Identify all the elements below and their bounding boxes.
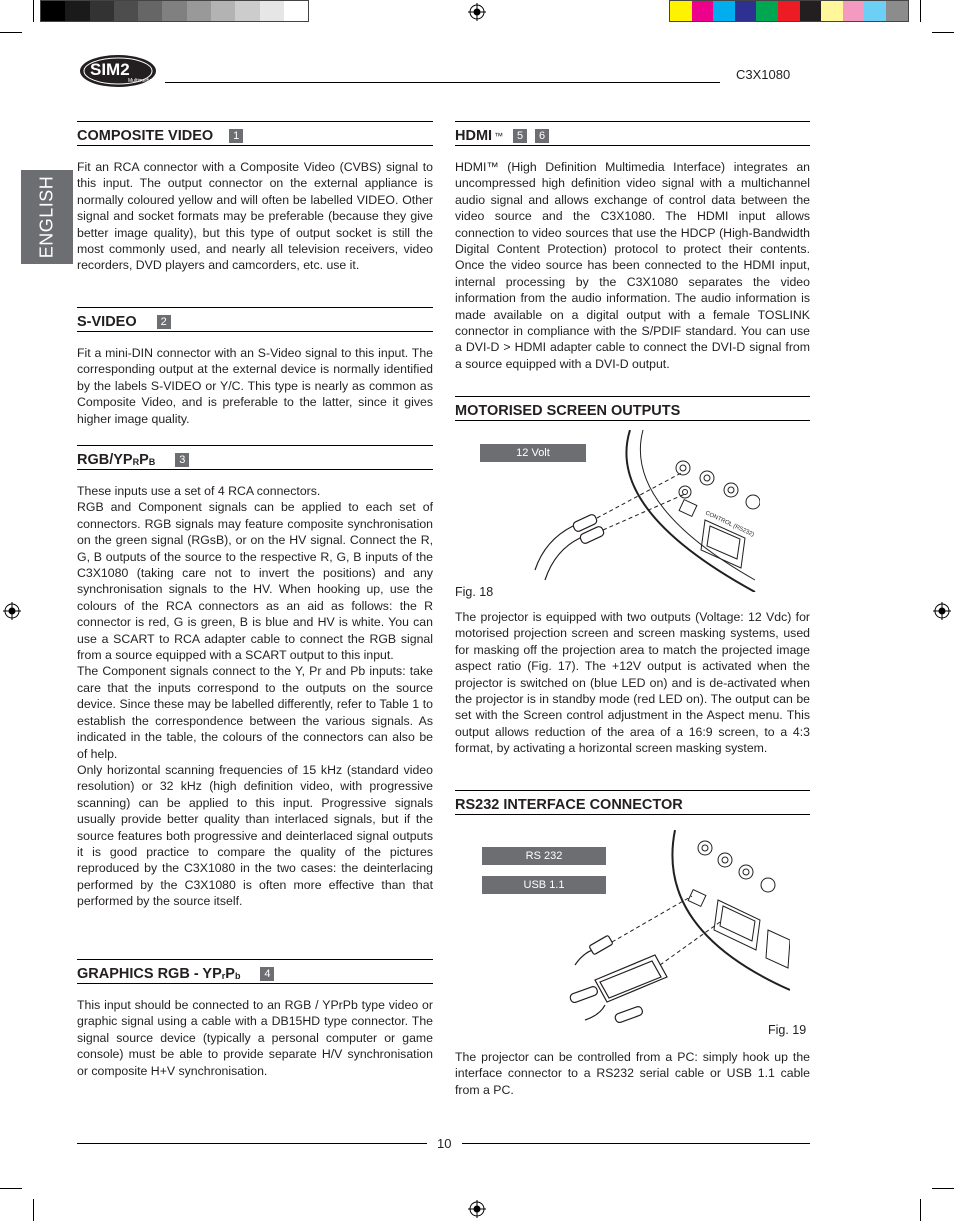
color-swatch <box>800 1 822 21</box>
color-swatch <box>692 1 714 21</box>
crop-mark <box>33 0 34 22</box>
section-title: GRAPHICS RGB - YPrPb <box>77 965 241 982</box>
paragraph: HDMI™ (High Definition Multimedia Interface) integrates an uncompressed high definition video signal with a multichannel audio signal and allows exchange of control data between the video source and the C3X1080. The HDMI input allows connection to video sources that use the HDCP (High-Bandwidth Digital Content Protection) protocol to protect their contents. Once the video source has been connected to the HDMI input, internal processing by the C3X1080 separates the video information from the audio information. The audio information is made available on a digital output with a female TOSLINK connector in compliance with the S/PDIF standard. You can use a DVI-D > HDMI adapter cable to connect the DVI-D signal from a source equipped with a DVI-D output. <box>455 160 810 371</box>
connector-badge: 6 <box>535 129 549 143</box>
gray-swatch <box>114 1 138 21</box>
language-label: ENGLISH <box>36 175 57 259</box>
gray-swatch <box>41 1 65 21</box>
section-title: HDMI <box>455 127 493 144</box>
gray-swatch <box>260 1 284 21</box>
color-bar <box>669 0 909 22</box>
section-graphics-rgb <box>77 959 433 1079</box>
crop-mark <box>920 0 921 22</box>
gray-swatch <box>235 1 259 21</box>
paragraph: Fit an RCA connector with a Composite Video (CVBS) signal to this input. The output connector on the external appliance is normally coloured yellow and will often be labelled VIDEO. Other signal and socket formats may be preferable (because they give better image quality), but this type of output socket is still the most commonly used, and nearly all television receivers, video recorders, DVD players and camcorders, etc. use it. <box>77 160 433 273</box>
section-title: RGB/YPRPB <box>77 451 156 468</box>
color-swatch <box>735 1 757 21</box>
paragraph: Fit a mini-DIN connector with an S-Video signal to this input. The corresponding output at the external device is normally identified by the labels S-VIDEO or Y/C. This type is nearly as common as Composite Video, and is preferable to the latter, since it gives higher image quality. <box>77 346 433 426</box>
usb-label: USB 1.1 <box>482 876 606 894</box>
section-motorised-screen <box>455 396 810 421</box>
section-s-video <box>77 307 433 427</box>
section-rs232 <box>455 790 810 815</box>
connector-badge: 5 <box>513 129 527 143</box>
registration-mark-icon <box>468 1200 486 1218</box>
sim2-logo <box>78 52 158 90</box>
svg-text:SIM2: SIM2 <box>90 60 130 79</box>
section-hdmi <box>455 121 810 372</box>
trademark: ™ <box>494 130 504 141</box>
figure-caption: Fig. 19 <box>768 1023 807 1037</box>
gray-swatch <box>138 1 162 21</box>
footer-rule <box>77 1143 427 1144</box>
registration-mark-icon <box>468 3 486 21</box>
crop-mark <box>0 32 22 33</box>
crop-mark <box>920 1199 921 1221</box>
registration-mark-icon <box>933 602 951 620</box>
footer-rule <box>462 1143 810 1144</box>
volt-label: 12 Volt <box>480 444 586 462</box>
crop-mark <box>932 32 954 33</box>
paragraph: The Component signals connect to the Y, Pr and Pb inputs: take care that the inputs correspond to the outputs on the source device. Since these may be labelled differently, refer to Table 1 to establish the correspondence between the various signals. As indicated in the table, the colours of the connectors can also be of help. <box>77 664 433 761</box>
section-title: RS232 INTERFACE CONNECTOR <box>455 796 683 813</box>
rs232-label: RS 232 <box>482 847 606 865</box>
section-composite-video <box>77 121 433 274</box>
color-swatch <box>778 1 800 21</box>
registration-mark-icon <box>3 602 21 620</box>
crop-mark <box>0 1188 22 1189</box>
svg-text:Multimedia: Multimedia <box>128 78 153 84</box>
paragraph: These inputs use a set of 4 RCA connectors. <box>77 484 321 498</box>
crop-mark <box>932 1188 954 1189</box>
gray-swatch <box>90 1 114 21</box>
connector-badge: 1 <box>229 129 243 143</box>
crop-mark <box>33 1199 34 1221</box>
gray-swatch <box>162 1 186 21</box>
connector-badge: 3 <box>175 453 189 467</box>
color-swatch <box>713 1 735 21</box>
section-title: MOTORISED SCREEN OUTPUTS <box>455 402 681 419</box>
gray-swatch <box>211 1 235 21</box>
gray-swatch <box>65 1 89 21</box>
grayscale-bar <box>40 0 309 22</box>
section-title: COMPOSITE VIDEO <box>77 127 214 144</box>
header-rule <box>165 82 720 83</box>
color-swatch <box>843 1 865 21</box>
figure-caption: Fig. 18 <box>455 585 494 599</box>
paragraph: The projector is equipped with two outputs (Voltage: 12 Vdc) for motorised projection screen and screen masking systems, used for masking off the projection area to match the projected image aspect ratio (Fig. 17). The +12V output is activated when the projector is switched on (blue LED on) and is de-activated when the projector is in standby mode (red LED on). The output can be set with the Screen control adjustment in the Aspect menu. This output allows reduction of the area of a 16:9 screen, to a 4:3 format, by activating a horizontal screen masking system. <box>455 610 810 756</box>
paragraph: Only horizontal scanning frequencies of 15 kHz (standard video resolution) or 32 kHz (high definition video, with progressive scanning) can be applied to this input. Progressive signals usually provide better quality than interlaced signals, but if the source features both progressive and deinterlaced signal outputs it is good practice to compare the quality of the pictures reproduced by the C3X1080 in the two cases: the deinterlacing performed by the C3X1080 is often more effective than that performed by the source itself. <box>77 762 433 909</box>
paragraph: This input should be connected to an RGB / YPrPb type video or graphic signal using a cable with a DB15HD type connector. The signal source device (typically a personal computer or game console) must be able to provide separate H/V synchronisation or composite H+V synchronisation. <box>77 998 433 1078</box>
color-swatch <box>670 1 692 21</box>
svg-text:CONTROL (RS232): CONTROL (RS232) <box>704 510 755 539</box>
section-title: S-VIDEO <box>77 313 137 330</box>
color-swatch <box>821 1 843 21</box>
gray-swatch <box>284 1 308 21</box>
color-swatch <box>756 1 778 21</box>
gray-swatch <box>187 1 211 21</box>
model-name: C3X1080 <box>736 67 791 82</box>
connector-badge: 2 <box>157 315 171 329</box>
color-swatch <box>886 1 908 21</box>
language-tab <box>21 170 73 264</box>
motorised-text <box>455 609 810 757</box>
paragraph: RGB and Component signals can be applied to each set of connectors. RGB signals may feature composite synchronisation on the green signal (RGsB), or on the HV signal. Connect the R, G, B outputs of the source to the respective R, G, B inputs of the C3X1080 (taking care not to invert the positions) and any synchronisation signals to the HV. When hooking up, use the colours of the RCA connectors as an aid as follows: the R connector is red, G is green, B is blue and HV is white. You can use a SCART to RCA adapter cable to connect the RGB signal from a source equipped with a SCART output to this input. <box>77 500 433 663</box>
rs232-text <box>455 1049 810 1098</box>
section-rgb <box>77 445 433 910</box>
paragraph: The projector can be controlled from a PC: simply hook up the interface connector to a RS232 serial cable or USB 1.1 cable from a PC. <box>455 1050 810 1097</box>
connector-badge: 4 <box>260 967 274 981</box>
color-swatch <box>864 1 886 21</box>
page-number: 10 <box>437 1136 452 1151</box>
